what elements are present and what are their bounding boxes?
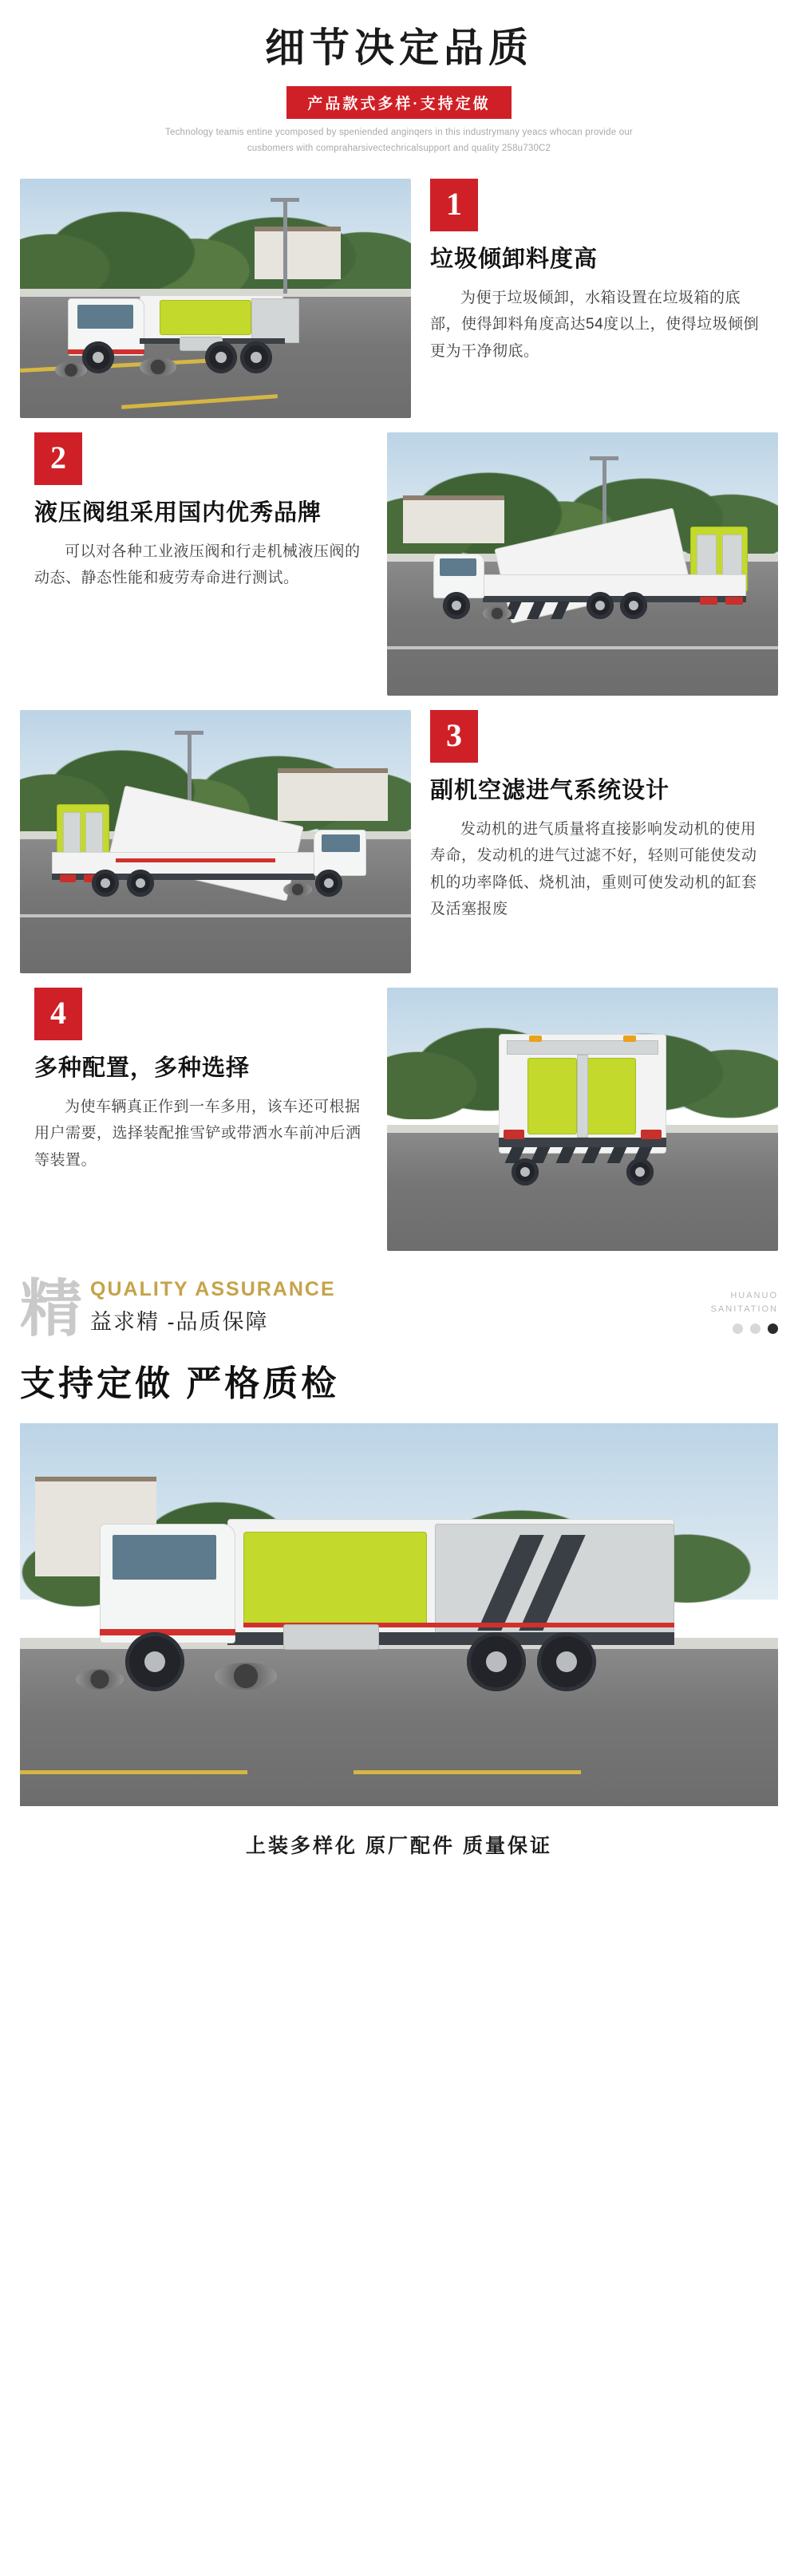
feature-4-image: [387, 988, 778, 1251]
brand-name-line1: HUANUO: [730, 1291, 778, 1301]
feature-2-title: 液压阀组采用国内优秀品牌: [34, 500, 322, 527]
carousel-dot-1[interactable]: [733, 1324, 743, 1334]
feature-1-title: 垃圾倾卸料度高: [430, 247, 598, 273]
feature-2-body: 可以对各种工业液压阀和行走机械液压阀的动态、静态性能和疲劳寿命进行测试。: [34, 543, 361, 587]
hero-product-image: [20, 1423, 778, 1806]
carousel-dot-3[interactable]: [768, 1324, 778, 1334]
header-english-text: Technology teamis entine ycomposed by speniended anginqers in this industrymany yeacs whocan provide our cusbomers with compraharsivectechricalsupport and quality 258u730C2: [165, 128, 633, 153]
quality-banner: [20, 1274, 778, 1343]
footer-text: 上装多样化 原厂配件 质量保证: [246, 1835, 552, 1858]
feature-1-body: 为便于垃圾倾卸，水箱设置在垃圾箱的底部，使得卸料角度高达54度以上，使得垃圾倾倒更为干净彻底。: [430, 290, 760, 360]
page-header: [0, 0, 798, 164]
subtitle-wrap: [0, 86, 798, 119]
quality-english: QUALITY ASSURANCE: [90, 1278, 336, 1301]
quality-chinese: 益求精 -品质保障: [90, 1310, 269, 1335]
feature-3-text: [411, 710, 778, 922]
feature-1-text: [411, 179, 778, 365]
feature-4-number: 4: [34, 988, 82, 1040]
feature-block-4: [20, 988, 778, 1251]
page-title: 细节决定品质: [265, 26, 533, 70]
brand-name-line2: SANITATION: [710, 1304, 778, 1314]
page-subtitle-badge: 产品款式多样·支持定做: [286, 86, 511, 119]
feature-block-2: [20, 432, 778, 696]
quality-big-char: 精: [20, 1274, 83, 1343]
feature-4-body: 为使车辆真正作到一车多用，该车还可根据用户需要，选择装配推雪铲或带洒水车前冲后洒等装置。: [34, 1099, 361, 1169]
carousel-dots[interactable]: [711, 1324, 778, 1334]
feature-3-number: 3: [430, 710, 478, 763]
feature-block-1: [20, 179, 778, 418]
feature-1-image: [20, 179, 411, 418]
feature-3-title: 副机空滤进气系统设计: [430, 778, 670, 804]
feature-3-image: [20, 710, 411, 973]
feature-block-3: [20, 710, 778, 973]
feature-1-number: 1: [430, 179, 478, 231]
feature-2-image: [387, 432, 778, 696]
feature-4-title: 多种配置，多种选择: [34, 1055, 251, 1082]
quality-slogan: 支持定做 严格质检: [20, 1364, 340, 1404]
feature-2-number: 2: [34, 432, 82, 485]
feature-4-text: [20, 988, 387, 1174]
feature-3-body: 发动机的进气质量将直接影响发动机的使用寿命，发动机的进气过滤不好，轻则可能使发动机的功率降低、烧机油，重则可使发动机的缸套及活塞报废: [430, 821, 757, 917]
carousel-dot-2[interactable]: [750, 1324, 760, 1334]
feature-2-text: [20, 432, 387, 592]
